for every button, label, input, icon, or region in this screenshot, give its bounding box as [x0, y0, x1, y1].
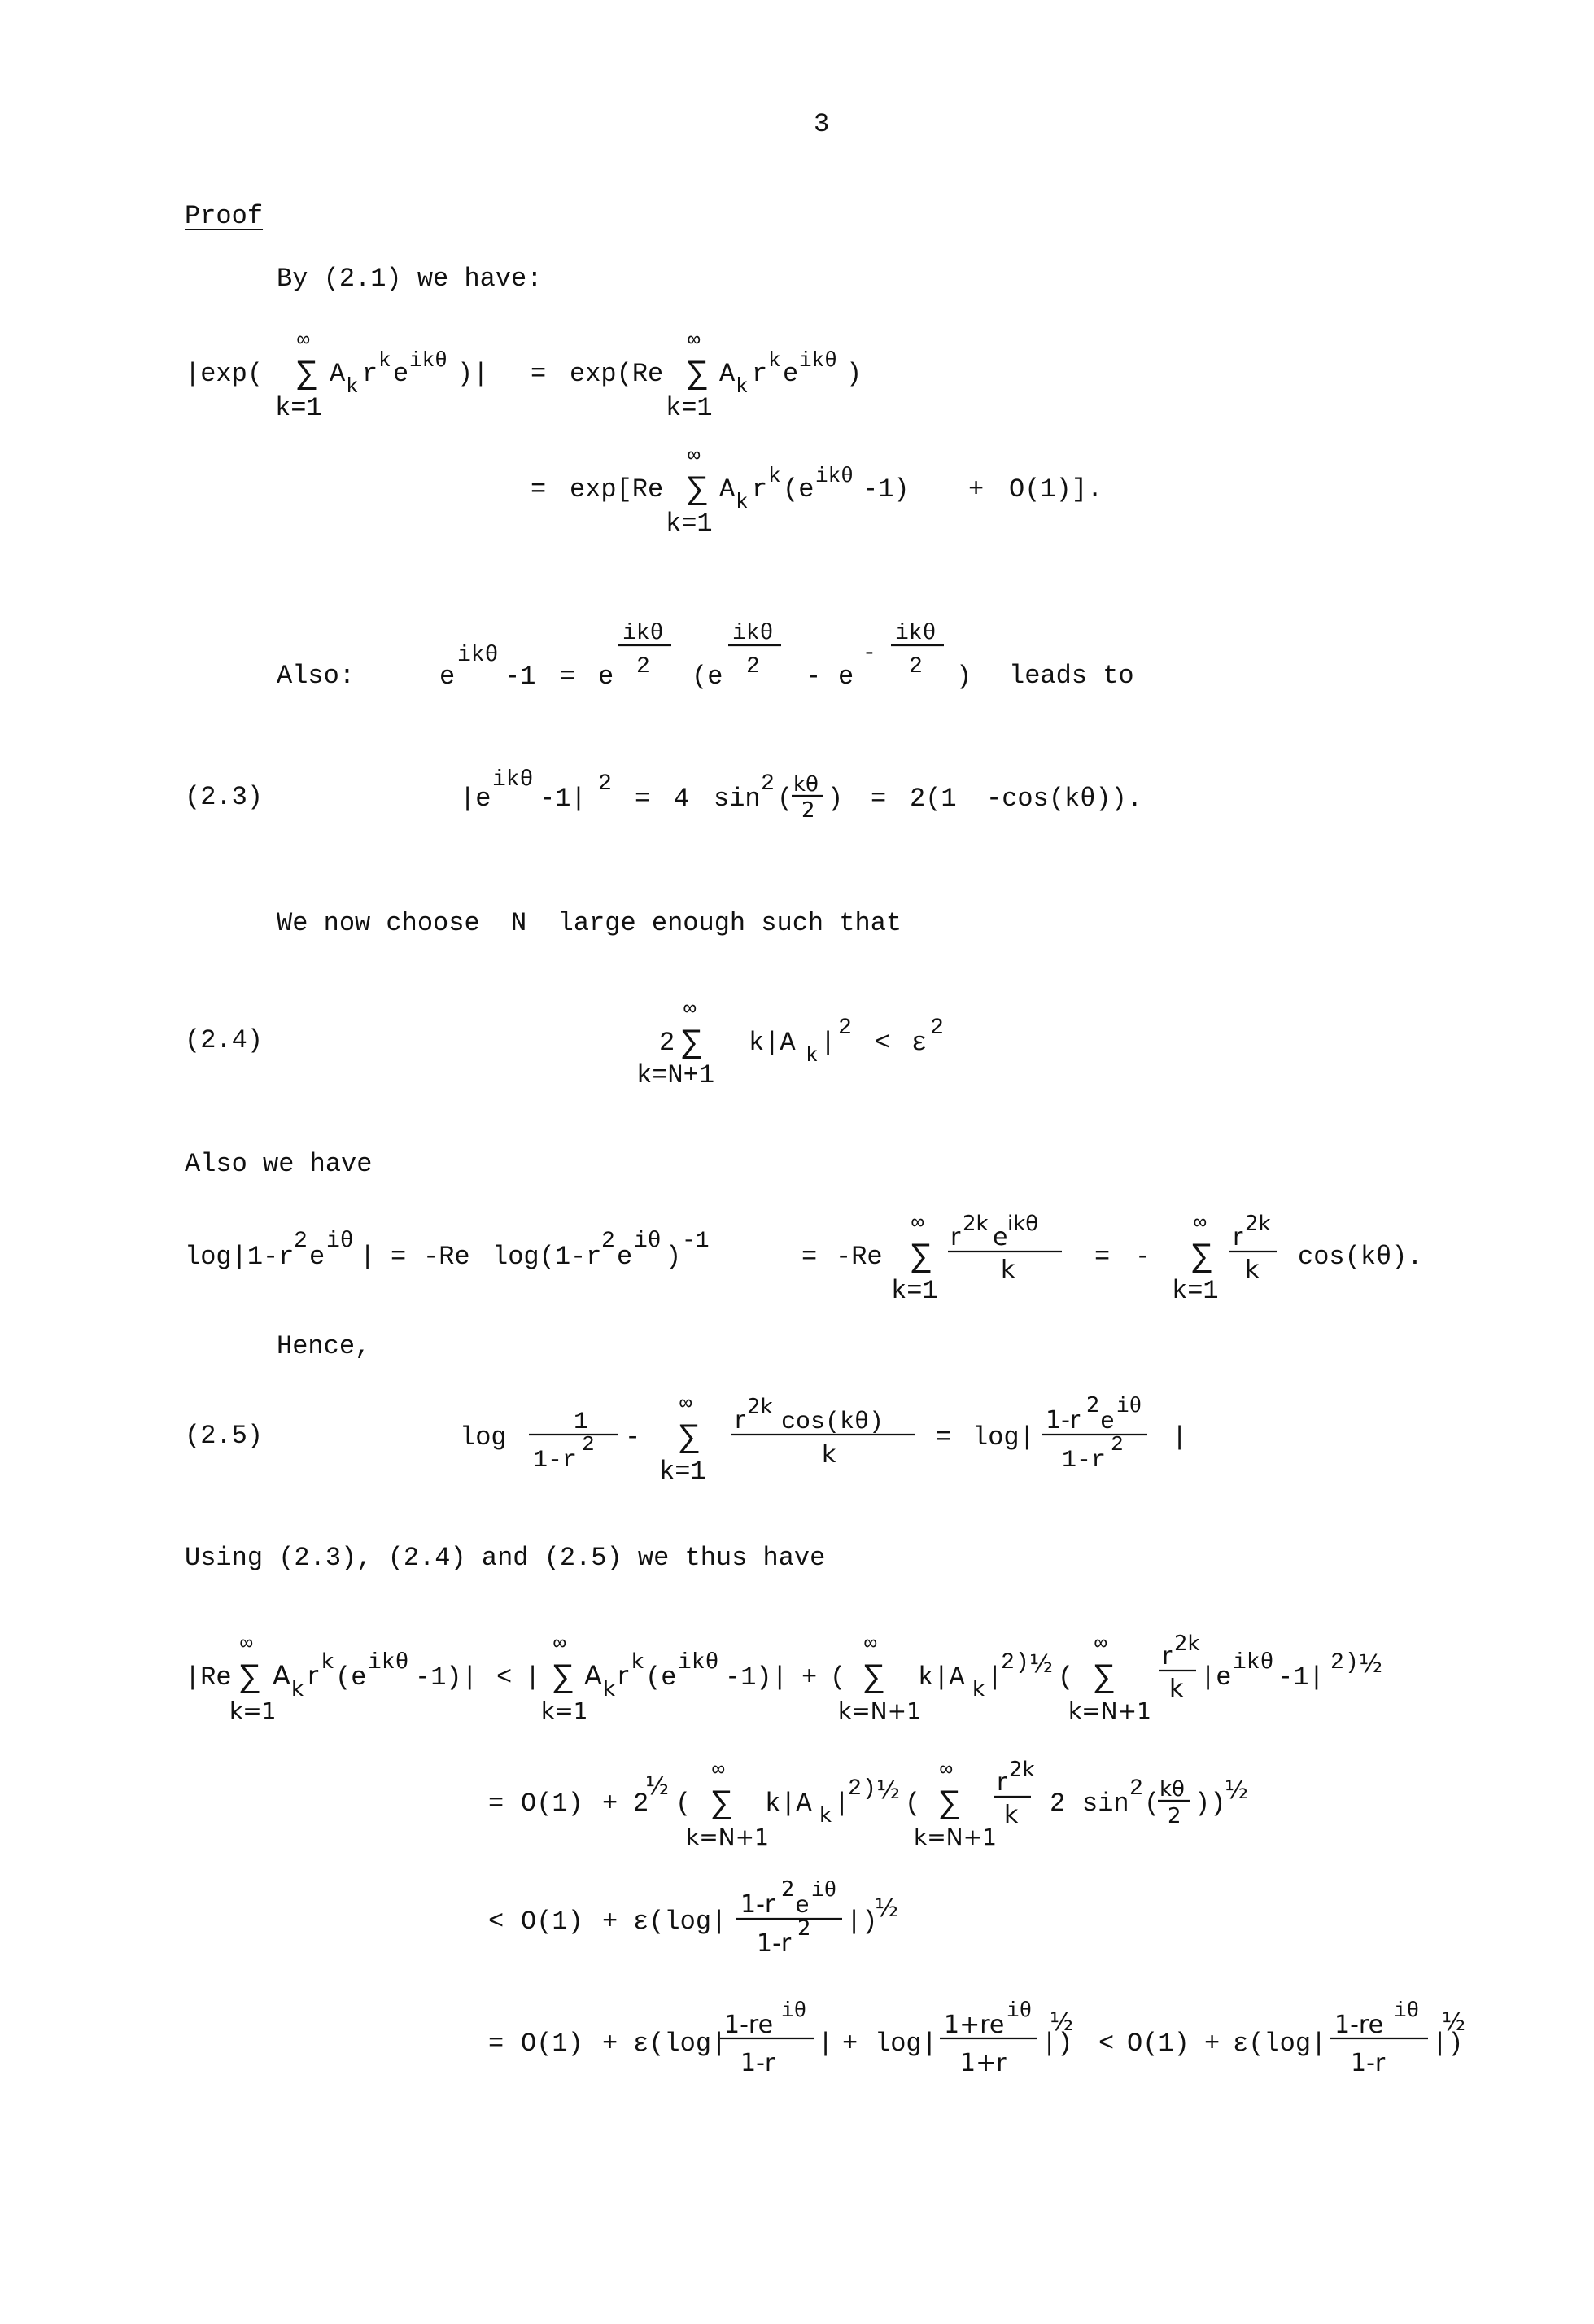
svg-text:∑: ∑ [1192, 1239, 1212, 1276]
svg-text:k=1: k=1 [659, 1457, 706, 1487]
svg-text:<: < [496, 1662, 513, 1693]
svg-text:<: < [875, 1028, 891, 1058]
svg-text:-: - [1135, 1242, 1151, 1272]
svg-text:½: ½ [1442, 2008, 1466, 2037]
svg-text:|e: |e [1200, 1662, 1232, 1693]
svg-text:ikθ: ikθ [1007, 1212, 1039, 1236]
svg-text:k|A: k|A [749, 1028, 796, 1058]
svg-text:-1: -1 [504, 662, 536, 692]
svg-text:): ) [828, 784, 844, 814]
equation-final-line-2 [488, 1758, 1248, 1850]
svg-text:1: 1 [574, 1409, 589, 1436]
svg-text:iθ: iθ [634, 1229, 662, 1254]
svg-text:1-r: 1-r [1351, 2049, 1386, 2077]
svg-text:iθ: iθ [1116, 1394, 1142, 1418]
svg-text:½: ½ [1359, 1650, 1383, 1679]
svg-text:(e: (e [335, 1662, 367, 1693]
paragraph-choose-n: We now choose N large enough such that [277, 908, 902, 938]
svg-text:cos(kθ): cos(kθ) [781, 1409, 884, 1436]
svg-text:e: e [393, 359, 409, 389]
svg-text:2: 2 [633, 1789, 649, 1819]
svg-text:=: = [801, 1242, 818, 1272]
svg-text:k: k [736, 374, 749, 399]
svg-text:(: ( [905, 1789, 921, 1819]
svg-text:∞: ∞ [683, 997, 697, 1021]
svg-text:r: r [1162, 1642, 1173, 1671]
svg-text:1-r: 1-r [533, 1447, 578, 1474]
svg-text:∑: ∑ [688, 356, 708, 393]
svg-text:-1)|: -1)| [415, 1662, 478, 1693]
svg-text:2: 2 [1129, 1776, 1143, 1802]
svg-text:iθ: iθ [1394, 1999, 1420, 2023]
svg-text:∑: ∑ [864, 1660, 884, 1697]
svg-text:∑: ∑ [940, 1786, 960, 1823]
svg-text:2: 2 [1168, 1804, 1181, 1828]
svg-text:∑: ∑ [682, 1025, 702, 1062]
equation-exponential-split [439, 621, 972, 692]
svg-text:2k: 2k [1009, 1758, 1035, 1782]
svg-text:iθ: iθ [326, 1229, 354, 1254]
svg-text:2: 2 [636, 654, 650, 679]
svg-text:-: - [625, 1422, 641, 1452]
svg-text:ikθ: ikθ [492, 767, 534, 793]
svg-text:k: k [321, 1649, 334, 1674]
svg-text:log: log [460, 1422, 507, 1452]
svg-text:r: r [997, 1768, 1007, 1797]
svg-text:|: | [987, 1662, 1003, 1693]
svg-text:k=N+1: k=N+1 [1068, 1697, 1151, 1724]
svg-text:k|A: k|A [765, 1789, 812, 1819]
svg-text:2: 2 [1086, 1393, 1100, 1418]
svg-text:e: e [439, 662, 456, 692]
svg-text:½: ½ [876, 1776, 901, 1805]
svg-text:∑: ∑ [911, 1239, 932, 1276]
svg-text:=: = [871, 784, 887, 814]
svg-text:|: | [1172, 1422, 1188, 1452]
equation-log-series [185, 1211, 1423, 1306]
svg-text:)|: )| [457, 359, 489, 389]
svg-text:(e: (e [645, 1662, 677, 1693]
svg-text:|): |) [1432, 2029, 1464, 2059]
svg-text:(: ( [1058, 1662, 1074, 1693]
svg-text:r: r [362, 359, 378, 389]
svg-text:k=1: k=1 [666, 393, 713, 423]
equation-2-3 [460, 767, 1142, 823]
svg-text:e: e [1100, 1409, 1116, 1436]
svg-text:-Re: -Re [423, 1242, 470, 1272]
svg-text:O(1): O(1) [1127, 2029, 1190, 2059]
svg-text:1-r: 1-r [1062, 1447, 1107, 1474]
svg-text:r: r [752, 359, 768, 389]
svg-text:k=N+1: k=N+1 [636, 1060, 715, 1090]
svg-text:|): |) [1042, 2029, 1073, 2059]
svg-text:ε(log|: ε(log| [633, 1907, 727, 1937]
svg-text:∞: ∞ [940, 1758, 953, 1782]
svg-text:k: k [736, 490, 749, 514]
svg-text:½: ½ [1225, 1776, 1249, 1805]
svg-text:∑: ∑ [1094, 1660, 1115, 1697]
paragraph-hence: Hence, [277, 1331, 371, 1361]
svg-text:<: < [488, 1907, 504, 1937]
svg-text:∑: ∑ [679, 1420, 700, 1457]
svg-text:A: A [273, 1660, 290, 1691]
svg-text:(e: (e [692, 662, 723, 692]
svg-text:2: 2 [909, 654, 923, 679]
svg-text:(e: (e [783, 474, 814, 505]
svg-text:(: ( [675, 1789, 692, 1819]
svg-text:½: ½ [645, 1772, 670, 1801]
svg-text:=: = [560, 662, 576, 692]
equation-2-5 [460, 1391, 1187, 1487]
svg-text:|: | [525, 1662, 541, 1693]
svg-text:-1|: -1| [539, 784, 587, 814]
svg-text:∞: ∞ [712, 1758, 725, 1782]
svg-text:1-r: 1-r [740, 1890, 775, 1919]
svg-text:½: ½ [1029, 1650, 1054, 1679]
svg-text:|): |) [846, 1907, 878, 1937]
svg-text:1+re: 1+re [944, 2011, 1005, 2039]
svg-text:k: k [806, 1043, 819, 1068]
svg-text:=: = [635, 784, 651, 814]
svg-text:∑: ∑ [297, 356, 317, 393]
equation-final-line-3 [488, 1877, 898, 1958]
svg-text:|Re: |Re [185, 1662, 232, 1693]
svg-text:): ) [846, 359, 863, 389]
svg-text:r: r [308, 1660, 319, 1691]
svg-text:A: A [719, 474, 736, 505]
svg-text:ikθ: ikθ [732, 621, 774, 646]
svg-text:O(1)].: O(1)]. [1009, 474, 1103, 505]
equation-final-line-1 [185, 1632, 1382, 1724]
svg-text:∑: ∑ [712, 1786, 732, 1823]
svg-text:2k: 2k [963, 1212, 989, 1236]
svg-text:O(1): O(1) [521, 1907, 583, 1937]
paragraph-leads-to: leads to [1009, 661, 1134, 691]
svg-text:|: | [834, 1789, 850, 1819]
svg-text:|: | [820, 1028, 836, 1058]
svg-text:k=1: k=1 [891, 1276, 938, 1306]
svg-text:cos(kθ).: cos(kθ). [1298, 1242, 1423, 1272]
svg-text:=: = [936, 1422, 952, 1452]
svg-text:2: 2 [781, 1877, 795, 1902]
equation-final-line-4 [488, 1999, 1465, 2077]
svg-text:): ) [1015, 1650, 1029, 1675]
svg-text:|e: |e [460, 784, 491, 814]
svg-text:-Re: -Re [836, 1242, 883, 1272]
svg-text:): ) [1345, 1650, 1359, 1675]
svg-text:1-re: 1-re [1334, 2011, 1384, 2039]
svg-text:sin: sin [714, 784, 761, 814]
svg-text:e: e [598, 662, 614, 692]
svg-text:k: k [819, 1803, 832, 1828]
svg-text:r: r [618, 1660, 629, 1691]
svg-text:k=1: k=1 [275, 393, 322, 423]
svg-text:k=N+1: k=N+1 [838, 1697, 921, 1724]
svg-text:k: k [768, 348, 781, 373]
svg-text:-1): -1) [863, 474, 910, 505]
svg-text:2: 2 [930, 1016, 944, 1041]
svg-text:∞: ∞ [679, 1391, 692, 1416]
svg-text:(: ( [830, 1662, 846, 1693]
page-number: 3 [814, 109, 830, 139]
svg-text:|exp(: |exp( [185, 359, 264, 389]
svg-text:-1)|: -1)| [725, 1662, 788, 1693]
svg-text:2: 2 [797, 1916, 811, 1941]
svg-text:ikθ: ikθ [799, 348, 837, 373]
svg-text:+: + [602, 1789, 618, 1819]
svg-text:=: = [1094, 1242, 1111, 1272]
svg-text:1-r: 1-r [1046, 1406, 1081, 1435]
svg-text:k: k [291, 1677, 304, 1702]
svg-text:ε(log|: ε(log| [1233, 2029, 1327, 2059]
svg-text:k=1: k=1 [666, 509, 713, 539]
svg-text:ikθ: ikθ [409, 348, 448, 373]
svg-text:k: k [972, 1677, 985, 1702]
svg-text:sin: sin [1082, 1789, 1129, 1819]
svg-text:k: k [631, 1649, 644, 1674]
svg-text:k=1: k=1 [229, 1697, 277, 1724]
svg-text:∞: ∞ [911, 1211, 924, 1235]
svg-text:k=N+1: k=N+1 [914, 1824, 997, 1850]
equation-exp-expansion [531, 443, 1103, 539]
svg-text:2: 2 [746, 654, 760, 679]
svg-text:2: 2 [659, 1028, 675, 1058]
svg-text:A: A [719, 359, 736, 389]
svg-text:∑: ∑ [553, 1660, 574, 1697]
svg-text:2: 2 [582, 1432, 595, 1457]
svg-text:2: 2 [848, 1776, 862, 1802]
svg-text:∞: ∞ [553, 1632, 566, 1656]
svg-text:k: k [346, 374, 359, 399]
svg-text:): ) [863, 1776, 876, 1802]
svg-text:+: + [801, 1662, 818, 1693]
svg-text:2: 2 [1050, 1789, 1066, 1819]
svg-text:e: e [783, 359, 799, 389]
svg-text:2k: 2k [1245, 1212, 1271, 1236]
svg-text:k: k [1169, 1675, 1184, 1703]
svg-text:r: r [950, 1223, 961, 1252]
svg-text:k: k [603, 1677, 616, 1702]
svg-text:1-r: 1-r [740, 2049, 775, 2077]
svg-text:O(1): O(1) [521, 2029, 583, 2059]
svg-text:∞: ∞ [688, 443, 701, 468]
paragraph-by-2-1: By (2.1) we have: [277, 264, 543, 294]
svg-text:1-re: 1-re [724, 2011, 774, 2039]
svg-text:r: r [735, 1406, 745, 1435]
svg-text:+: + [842, 2029, 858, 2059]
svg-text:iθ: iθ [811, 1878, 837, 1902]
svg-text:)): )) [1194, 1789, 1226, 1819]
svg-text:+: + [602, 1907, 618, 1937]
svg-text:ikθ: ikθ [368, 1650, 409, 1675]
svg-text:e: e [993, 1223, 1008, 1252]
svg-text:iθ: iθ [781, 1999, 807, 2023]
svg-text:∞: ∞ [1094, 1632, 1107, 1656]
svg-text:e: e [795, 1893, 810, 1920]
svg-text:k=N+1: k=N+1 [686, 1824, 769, 1850]
svg-text:+: + [1204, 2029, 1221, 2059]
svg-text:2: 2 [601, 1229, 615, 1254]
svg-text:-cos(kθ)).: -cos(kθ)). [986, 784, 1143, 814]
svg-text:k=1: k=1 [541, 1697, 588, 1724]
svg-text:1-r: 1-r [757, 1929, 792, 1958]
svg-text:(: ( [1144, 1789, 1160, 1819]
svg-text:-: - [806, 662, 822, 692]
svg-text:iθ: iθ [1007, 1999, 1033, 2023]
svg-text:+: + [968, 474, 985, 505]
equation-label-2-5: (2.5) [185, 1421, 264, 1451]
svg-text:½: ½ [1050, 2008, 1074, 2037]
svg-text:∞: ∞ [1194, 1211, 1207, 1235]
svg-text:k: k [1004, 1801, 1019, 1829]
svg-text:e: e [617, 1242, 633, 1272]
svg-text:A: A [584, 1660, 602, 1691]
svg-text:k|A: k|A [918, 1662, 965, 1693]
svg-text:r: r [752, 474, 768, 505]
svg-text:=: = [488, 2029, 504, 2059]
svg-text:∑: ∑ [240, 1660, 260, 1697]
svg-text:): ) [666, 1242, 682, 1272]
svg-text:∞: ∞ [688, 328, 701, 352]
equation-exp-modulus [185, 328, 862, 423]
svg-text:2: 2 [838, 1016, 852, 1041]
paragraph-using: Using (2.3), (2.4) and (2.5) we thus have [185, 1543, 826, 1573]
svg-text:exp(Re: exp(Re [570, 359, 664, 389]
svg-text:ikθ: ikθ [815, 464, 854, 488]
svg-text:k: k [378, 348, 391, 373]
svg-text:e: e [838, 662, 854, 692]
svg-text:kθ: kθ [793, 772, 819, 797]
svg-text:=: = [531, 359, 547, 389]
paragraph-also-we-have: Also we have [185, 1149, 373, 1179]
svg-text:kθ: kθ [1159, 1777, 1185, 1802]
equation-label-2-4: (2.4) [185, 1025, 264, 1055]
svg-text:): ) [956, 662, 972, 692]
svg-text:ikθ: ikθ [457, 643, 499, 668]
proof-heading: Proof [185, 201, 264, 231]
svg-text:<: < [1098, 2029, 1115, 2059]
svg-text:k: k [768, 464, 781, 488]
svg-text:4: 4 [674, 784, 690, 814]
svg-text:2: 2 [1330, 1650, 1344, 1675]
paragraph-also: Also: [277, 661, 356, 691]
svg-text:k=1: k=1 [1172, 1276, 1219, 1306]
svg-text:log(1-r: log(1-r [492, 1242, 602, 1272]
svg-text:∑: ∑ [688, 472, 708, 509]
svg-text:=: = [531, 474, 547, 505]
svg-text:2(1: 2(1 [910, 784, 957, 814]
svg-text:∞: ∞ [297, 328, 310, 352]
svg-text:-: - [863, 641, 876, 666]
svg-text:ε(log|: ε(log| [633, 2029, 727, 2059]
svg-text:2: 2 [1001, 1650, 1015, 1675]
svg-text:A: A [330, 359, 346, 389]
svg-text:½: ½ [875, 1894, 899, 1923]
svg-text:2: 2 [598, 771, 612, 797]
svg-text:1+r: 1+r [960, 2049, 1007, 2077]
svg-text:ikθ: ikθ [1233, 1650, 1274, 1675]
svg-text:2k: 2k [747, 1395, 773, 1419]
svg-text:k: k [1001, 1256, 1015, 1284]
svg-text:k: k [1245, 1256, 1260, 1284]
svg-text:=: = [488, 1789, 504, 1819]
svg-text:=: = [391, 1242, 407, 1272]
svg-text:r: r [1233, 1223, 1243, 1252]
svg-text:ikθ: ikθ [678, 1650, 719, 1675]
svg-text:2: 2 [761, 771, 775, 797]
svg-text:log|: log| [875, 2029, 937, 2059]
svg-text:log|1-r: log|1-r [185, 1242, 295, 1272]
svg-text:e: e [309, 1242, 325, 1272]
svg-text:2: 2 [1111, 1432, 1124, 1457]
svg-text:ikθ: ikθ [622, 621, 664, 646]
svg-text:ε: ε [911, 1028, 928, 1058]
svg-text:2: 2 [801, 798, 815, 823]
svg-text:2k: 2k [1174, 1632, 1200, 1656]
svg-text:log|: log| [972, 1422, 1035, 1452]
svg-text:-1: -1 [682, 1229, 710, 1254]
svg-text:exp[Re: exp[Re [570, 474, 664, 505]
svg-text:∞: ∞ [240, 1632, 253, 1656]
svg-text:|: | [360, 1242, 376, 1272]
svg-text:O(1): O(1) [521, 1789, 583, 1819]
equation-2-4 [636, 997, 944, 1090]
svg-text:-1|: -1| [1277, 1662, 1325, 1693]
svg-text:2: 2 [294, 1229, 308, 1254]
svg-text:k: k [822, 1440, 836, 1469]
equation-label-2-3: (2.3) [185, 782, 264, 812]
svg-text:ikθ: ikθ [895, 621, 937, 646]
svg-text:|: | [818, 2029, 834, 2059]
svg-text:+: + [602, 2029, 618, 2059]
svg-text:(: ( [777, 784, 793, 814]
svg-text:∞: ∞ [864, 1632, 877, 1656]
